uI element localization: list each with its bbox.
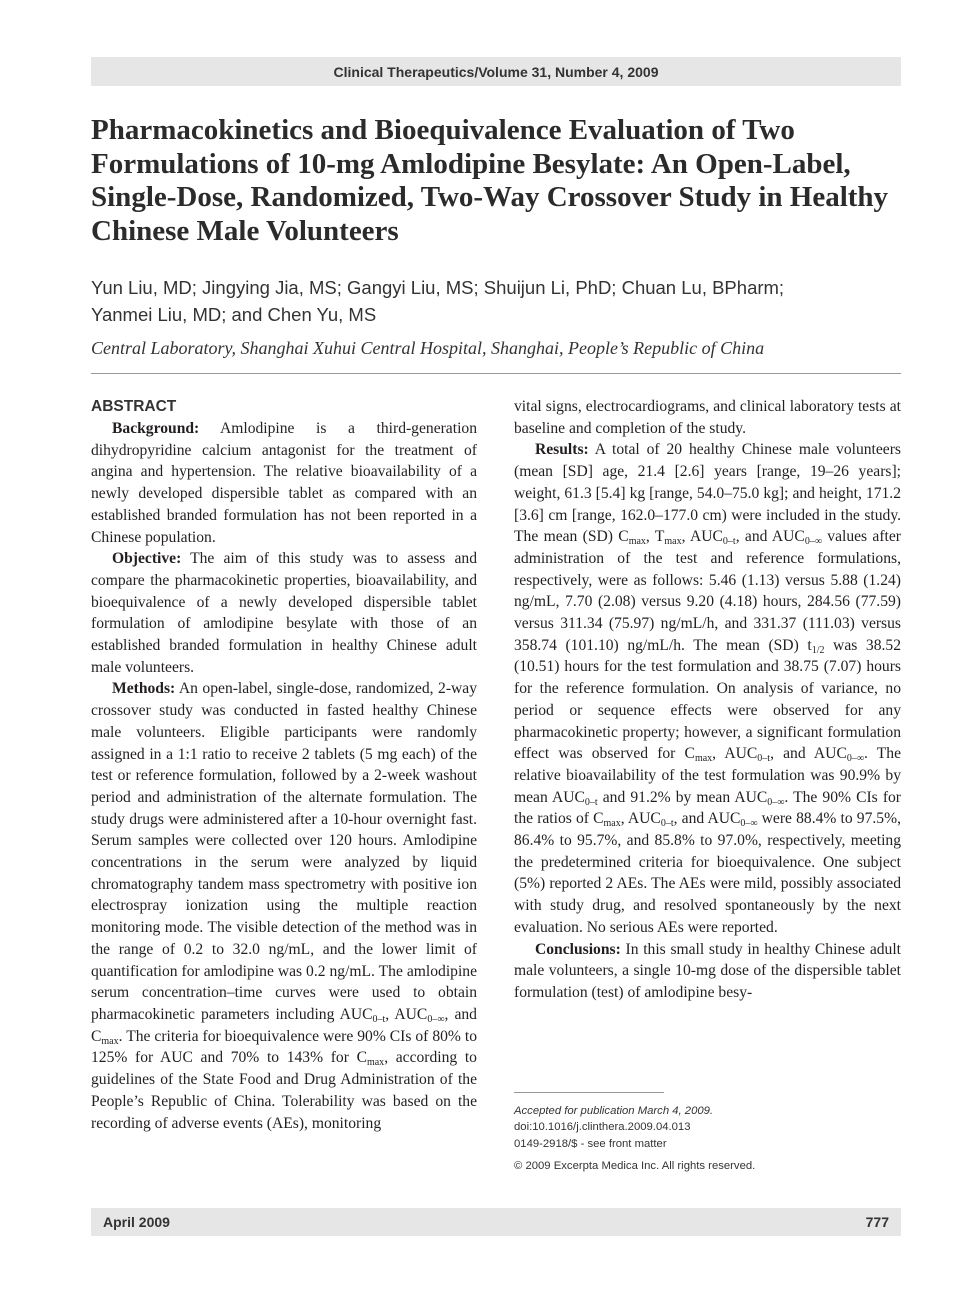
- issue-date: April 2009: [103, 1214, 170, 1230]
- copyright: © 2009 Excerpta Medica Inc. All rights reserved.: [514, 1159, 756, 1172]
- methods-continued: vital signs, electrocardiograms, and clinical laboratory tests at baseline and completion of the study.: [514, 398, 901, 437]
- results-label: Results:: [535, 441, 589, 459]
- objective-paragraph: Objective: The aim of this study was to assess and compare the pharmacokinetic properties, bioavailability, and bioequivalence of a newly developed dispersible tablet formulation of amlodipine besylate with those of an established branded formulation in healthy Chinese adult male volunteers.: [91, 550, 477, 676]
- author-line-1: Yun Liu, MD; Jingying Jia, MS; Gangyi Liu, MS; Shuijun Li, PhD; Chuan Lu, BPharm;: [91, 277, 785, 298]
- conclusions-label: Conclusions:: [535, 940, 621, 958]
- background-label: Background:: [112, 420, 200, 437]
- abstract-column-left: [91, 396, 477, 1134]
- header-divider: [91, 373, 901, 374]
- author-line-2: Yanmei Liu, MD; and Chen Yu, MS: [91, 304, 377, 325]
- article-title: Pharmacokinetics and Bioequivalence Evaluation of Two Formulations of 10-mg Amlodipine Besylate: An Open-Label, Single-Dose, Randomized, Two-Way Crossover Study in Healthy Chinese Male Volunteers: [91, 114, 889, 247]
- abstract-heading: ABSTRACT: [91, 398, 177, 415]
- objective-label: Objective:: [112, 550, 182, 568]
- accepted-date: Accepted for publication March 4, 2009.: [514, 1105, 714, 1117]
- publication-notes: [514, 1103, 901, 1174]
- background-paragraph: Background: Amlodipine is a third-generation dihydropyridine calcium antagonist for the treatment of angina and hypertension. The relative bioavailability of a newly developed dispersible tablet as compared with an established branded formulation has not been reported in a Chinese population.: [91, 420, 477, 546]
- methods-label: Methods:: [112, 680, 176, 698]
- footnote-divider: [514, 1092, 664, 1093]
- running-footer: [91, 1208, 901, 1236]
- running-header: [91, 57, 901, 86]
- conclusions-paragraph: Conclusions: In this small study in healthy Chinese adult male volunteers, a single 10-mg dose of the dispersible tablet formulation (test) of amlodipine besy-: [514, 940, 901, 1001]
- affiliation: Central Laboratory, Shanghai Xuhui Central Hospital, Shanghai, People’s Republic of China: [91, 338, 765, 358]
- doi-link[interactable]: doi:10.1016/j.clinthera.2009.04.013: [514, 1121, 691, 1134]
- methods-paragraph: Methods: An open-label, single-dose, randomized, 2-way crossover study was conducted in fasted healthy Chinese male volunteers. Eligible participants were randomly assigned in a 1:1 ratio to receive 2 tablets (5 mg each) of the test or reference formulation, followed by a 2-week washout period and administration of the alternate formulation. The study drugs were administered after a 10-hour overnight fast. Serum samples were collected over 120 hours. Amlodipine concentrations in the serum were analyzed by liquid chromatography tandem mass spectrometry with positive ion electrospray ionization using the multiple reaction monitoring mode. The visible detection of the method was in the range of 0.2 to 32.0 ng/mL, and the lower limit of quantification for amlodipine was 0.2 ng/mL. The amlodipine serum concentration–time curves were used to obtain pharmacokinetic parameters including $AUC_{0-t}$, $AUC_{0-\infty}$, and $C_{max}$. The criteria for bioequivalence were 90% CIs of 80% to 125% for AUC and 70% to 143% for $C_{max}$, according to guidelines of the State Food and Drug Administration of the People’s Republic of China. Tolerability was based on the recording of adverse events (AEs), monitoring: [91, 680, 477, 1132]
- abstract-column-right: [514, 396, 901, 1004]
- results-paragraph: Results: A total of 20 healthy Chinese male volunteers (mean [SD] age, 21.4 [2.6] years [range, 19–26 years]; weight, 61.3 [5.4] kg [range, 54.0–75.0 kg]; and height, 171.2 [3.6] cm [range, 162.0–177.0 cm) were included in the study. The mean (SD) $C_{max}$, $T_{max}$, $AUC_{0-t}$, and $AUC_{0-\infty}$ values after administration of the test and reference formulations, respectively, were as follows: 5.46 (1.13) versus 5.88 (1.24) ng/mL, 7.70 (2.08) versus 9.20 (4.18) hours, 284.56 (77.59) versus 311.34 (75.97) ng/mL/h, and 331.37 (111.03) versus 358.74 (101.10) ng/mL/h. The mean (SD) $t_{1/2}$ was 38.52 (10.51) hours for the test formulation and 38.75 (7.07) hours for the reference formulation. On analysis of variance, no period or sequence effects were observed for any pharmacokinetic property; however, a significant formulation effect was observed for $C_{max}$, $AUC_{0-t}$, and $AUC_{0-\infty}$. The relative bioavailability of the test formulation was 90.9% by mean $AUC_{0-t}$ and 91.2% by mean $AUC_{0-\infty}$. The 90% CIs for the ratios of $C_{max}$, $AUC_{0-t}$, and $AUC_{0-\infty}$ were 88.4% to 97.5%, 86.4% to 95.7%, and 85.8% to 97.0%, respectively, meeting the predetermined criteria for bioequivalence. One subject (5%) reported 2 AEs. The AEs were mild, possibly associated with study drug, and resolved spontaneously by the next evaluation. No serious AEs were reported.: [514, 441, 901, 936]
- journal-citation: Clinical Therapeutics/Volume 31, Number 4, 2009: [333, 63, 659, 80]
- page-number: 777: [865, 1214, 889, 1230]
- author-list: [91, 274, 911, 328]
- issn: 0149-2918/$ - see front matter: [514, 1137, 667, 1150]
